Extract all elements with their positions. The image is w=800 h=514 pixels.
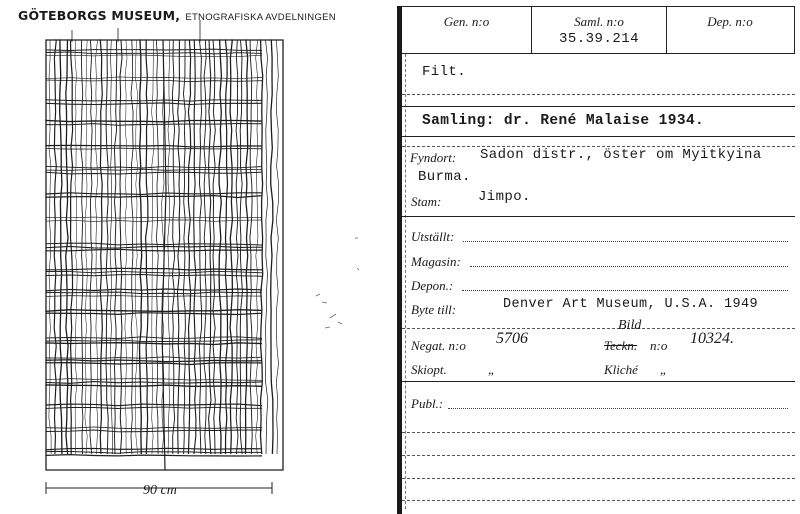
row-separator	[402, 432, 795, 433]
skiopt-value: „	[488, 362, 496, 377]
fyndort-label: Fyndort:	[410, 150, 457, 165]
depon-label: Depon.:	[411, 278, 454, 293]
row-separator	[402, 328, 795, 329]
card-left-border	[397, 6, 402, 514]
row-separator	[402, 106, 795, 107]
negat-value: 5706	[496, 330, 528, 347]
row-separator	[402, 500, 795, 501]
stam-label: Stam:	[411, 194, 442, 209]
museum-name: GÖTEBORGS MUSEUM,	[18, 8, 181, 23]
fyndort-value-2: Burma.	[418, 169, 471, 185]
teckn-label: Teckn.	[604, 338, 638, 353]
skiopt-label: Skiopt.	[411, 362, 447, 377]
gen-label: Gen. n:o	[443, 14, 490, 29]
teckn-correction: Bild	[618, 318, 642, 333]
negat-label: Negat. n:o	[411, 338, 466, 353]
publ-label: Publ.:	[411, 396, 444, 411]
textile-weave-lines	[46, 20, 283, 470]
row-separator	[402, 94, 795, 95]
row-separator	[402, 216, 795, 217]
margin-pencil-marks	[316, 238, 359, 328]
byte-label: Byte till:	[411, 302, 457, 317]
department-name: ETNOGRAFISKA AVDELNINGEN	[185, 12, 336, 23]
collection-line: Samling: dr. René Malaise 1934.	[422, 113, 705, 129]
dep-label: Dep. n:o	[707, 14, 753, 29]
row-separator	[402, 455, 795, 456]
utstallt-fill-line	[463, 241, 788, 242]
saml-label: Saml. n:o	[574, 14, 624, 29]
card-number-row	[402, 6, 795, 54]
row-separator	[402, 478, 795, 479]
teckn-value: 10324.	[690, 330, 734, 347]
saml-value: 35.39.214	[558, 31, 640, 47]
depon-fill-line	[462, 290, 788, 291]
row-separator	[402, 381, 795, 382]
row-separator	[402, 136, 795, 137]
kliche-label: Kliché	[604, 362, 638, 377]
fyndort-value: Sadon distr., öster om Myitkyina	[480, 147, 762, 163]
saml-cell	[532, 7, 667, 53]
stam-value: Jimpo.	[478, 189, 531, 205]
teckn-noo-label: n:o	[650, 338, 668, 353]
byte-value: Denver Art Museum, U.S.A. 1949	[503, 297, 759, 312]
publ-fill-line	[448, 408, 788, 409]
utstallt-label: Utställt:	[411, 229, 455, 244]
card-inner-rule	[405, 54, 406, 509]
kliche-value: „	[660, 362, 668, 377]
dep-cell	[667, 7, 793, 53]
object-name: Filt.	[422, 64, 467, 80]
magasin-label: Magasin:	[411, 254, 461, 269]
dimension-label: 90 cm	[143, 483, 177, 498]
textile-sketch	[0, 0, 395, 514]
gen-cell	[402, 7, 532, 53]
magasin-fill-line	[470, 266, 788, 267]
